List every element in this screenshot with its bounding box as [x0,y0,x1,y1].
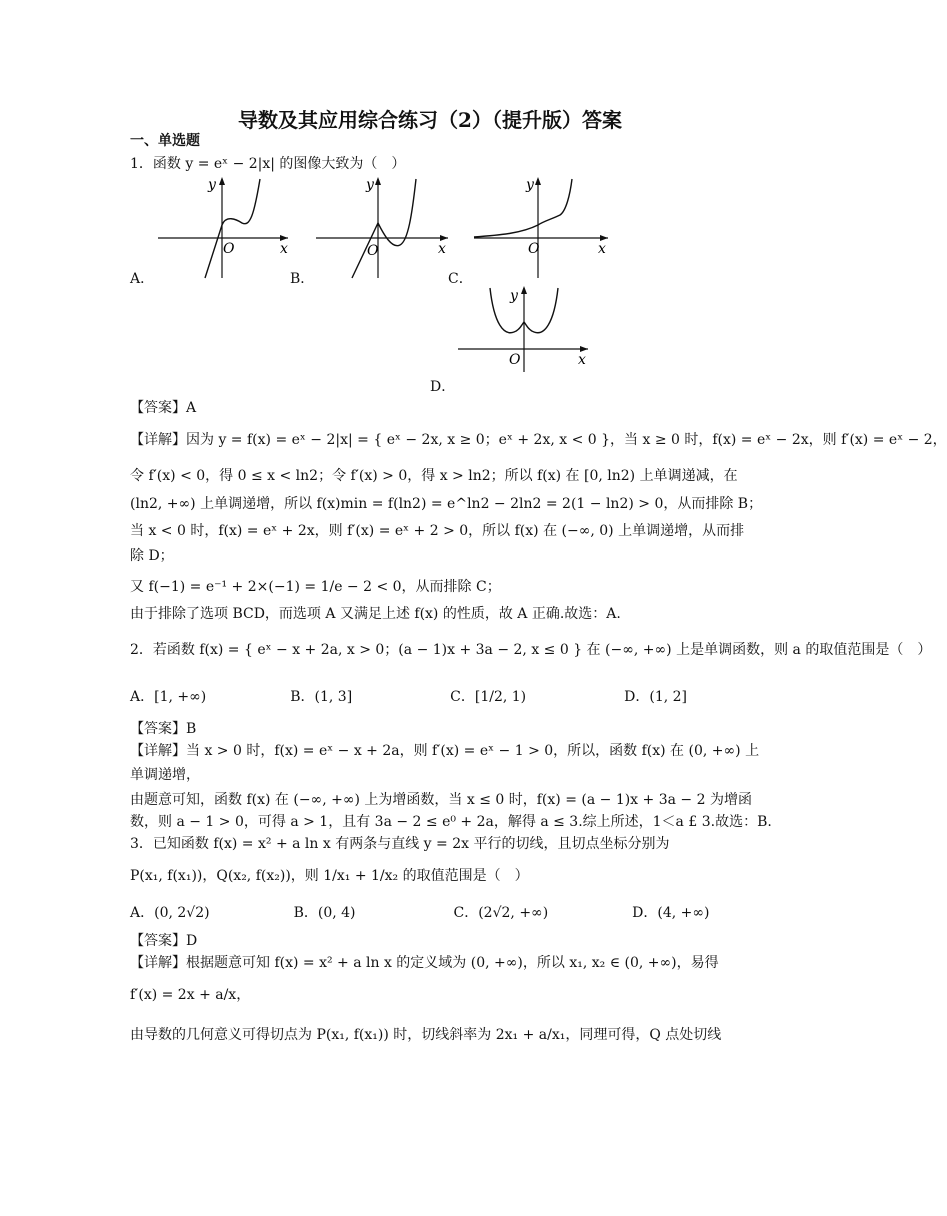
explain-2-line-2: 单调递增， [130,767,200,783]
graph-b-y-label: y [366,177,374,193]
question-2-options: A．[1, +∞) B．(1, 3] C．[1/2, 1) D．(1, 2] [130,689,687,705]
graph-d [456,284,596,374]
section-heading: 一、单选题 [130,133,200,149]
question-1-stem: 1．函数 y = eˣ − 2|x| 的图像大致为（ ） [130,156,406,172]
explain-3-line-2: f′(x) = 2x + a/x， [130,987,251,1003]
option-b-label: B． [290,271,315,287]
page-title: 导数及其应用综合练习（2）（提升版）答案 [238,108,622,132]
answer-3: 【答案】D [130,933,198,949]
question-3-stem-line-2: P(x₁, f(x₁))，Q(x₂, f(x₂))，则 1/x₁ + 1/x₂ 的取值范围是（ ） [130,868,529,884]
explain-1-line-6: 又 f(−1) = e⁻¹ + 2×(−1) = 1/e − 2 < 0，从而排除 C； [130,579,501,595]
explain-1-line-1: 【详解】因为 y = f(x) = eˣ − 2|x| = { eˣ − 2x, x ≥ 0；eˣ + 2x, x < 0 }，当 x ≥ 0 时，f(x) = eˣ − 2x，则 f′(x) = eˣ − 2， [130,432,947,448]
graph-b-origin-label: O [367,243,379,259]
graph-d-x-label: x [578,352,586,368]
option-a-label: A． [130,271,155,287]
graph-a [150,175,290,280]
question-3-options: A．(0, 2√2) B．(0, 4) C．(2√2, +∞) D．(4, +∞) [130,905,710,921]
explain-1-line-3: (ln2, +∞) 上单调递增，所以 f(x)min = f(ln2) = e^ln2 − 2ln2 = 2(1 − ln2) > 0，从而排除 B； [130,496,763,512]
explain-2-line-1: 【详解】当 x > 0 时，f(x) = eˣ − x + 2a，则 f′(x) = eˣ − 1 > 0，所以，函数 f(x) 在 (0, +∞) 上 [130,743,760,759]
graph-a-x-label: x [280,241,288,257]
graph-b [312,175,452,280]
graph-c-x-label: x [598,241,606,257]
explain-2-line-4: 数，则 a − 1 > 0，可得 a > 1，且有 3a − 2 ≤ e⁰ + 2a，解得 a ≤ 3.综上所述，1＜a £ 3.故选：B. [130,814,772,830]
graph-d-origin-label: O [509,352,521,368]
question-3-stem-line-1: 3．已知函数 f(x) = x² + a ln x 有两条与直线 y = 2x 平行的切线，且切点坐标分别为 [130,836,670,852]
option-d-label: D． [430,379,456,395]
graph-d-y-label: y [510,288,518,304]
answer-2: 【答案】B [130,721,197,737]
explain-1-line-5: 除 D； [130,548,174,564]
explain-1-line-2: 令 f′(x) < 0，得 0 ≤ x < ln2；令 f′(x) > 0，得 x > ln2；所以 f(x) 在 [0, ln2) 上单调递减，在 [130,468,738,484]
question-2-stem: 2．若函数 f(x) = { eˣ − x + 2a, x > 0；(a − 1)x + 3a − 2, x ≤ 0 } 在 (−∞, +∞) 上是单调函数，则 a 的取值范围是（ ） [130,642,932,658]
graph-b-x-label: x [438,241,446,257]
graph-c-origin-label: O [528,241,540,257]
answer-1: 【答案】A [130,400,197,416]
graph-a-origin-label: O [223,241,235,257]
explain-2-line-3: 由题意可知，函数 f(x) 在 (−∞, +∞) 上为增函数，当 x ≤ 0 时，f(x) = (a − 1)x + 3a − 2 为增函 [130,792,752,808]
graph-c-y-label: y [526,177,534,193]
explain-3-line-3: 由导数的几何意义可得切点为 P(x₁, f(x₁)) 时，切线斜率为 2x₁ + a/x₁，同理可得，Q 点处切线 [130,1027,722,1043]
explain-1-line-7: 由于排除了选项 BCD，而选项 A 又满足上述 f(x) 的性质，故 A 正确.故选：A. [130,606,621,622]
explain-3-line-1: 【详解】根据题意可知 f(x) = x² + a ln x 的定义域为 (0, +∞)，所以 x₁, x₂ ∈ (0, +∞)，易得 [130,955,719,971]
graph-a-y-label: y [208,177,216,193]
graph-c [472,175,612,280]
option-c-label: C． [448,271,473,287]
explain-1-line-4: 当 x < 0 时，f(x) = eˣ + 2x，则 f′(x) = eˣ + 2 > 0，所以 f(x) 在 (−∞, 0) 上单调递增，从而排 [130,523,745,539]
